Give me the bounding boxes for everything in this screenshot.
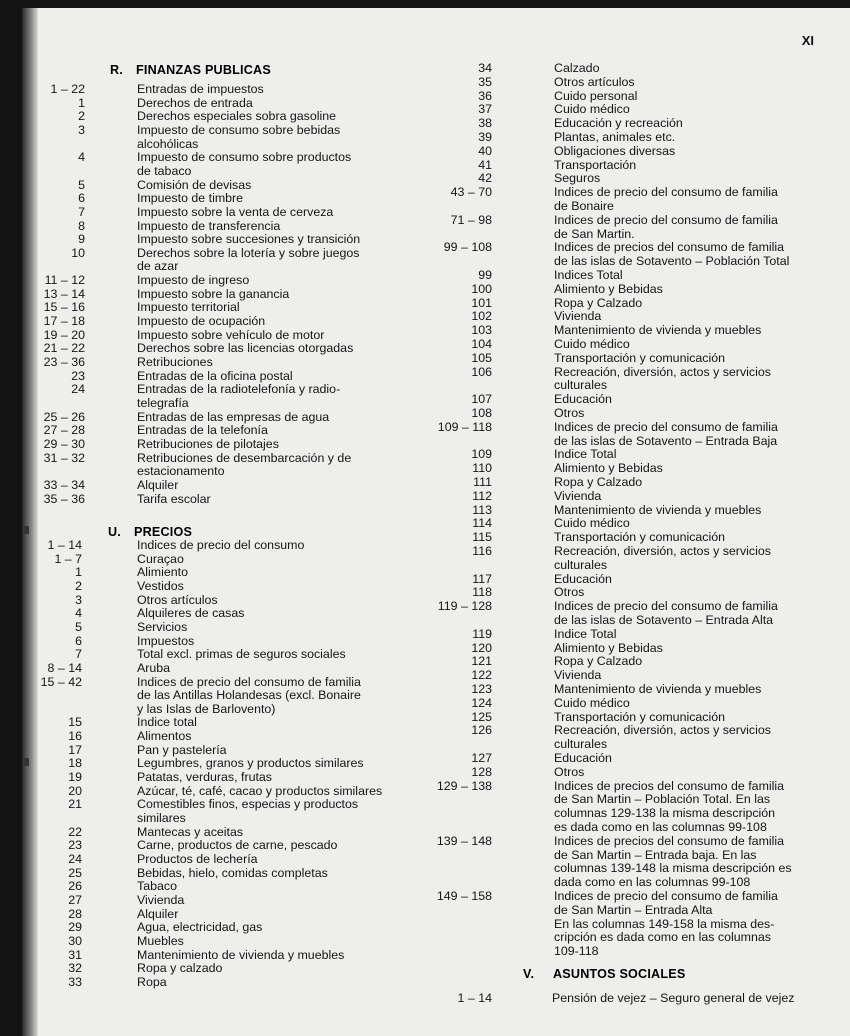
entry-number: 71 – 98 — [450, 212, 492, 227]
entry-number: 100 — [471, 281, 492, 296]
entry-label: Educación — [554, 751, 612, 765]
entry-number: 127 — [471, 751, 492, 765]
entry-label: Derechos sobre las licencias otorgadas — [137, 341, 354, 356]
entry-number: 1 – 7 — [54, 551, 82, 566]
entry-label: Muebles — [137, 933, 184, 948]
entry-number: 24 — [68, 851, 82, 866]
entry-number: 4 — [75, 606, 82, 621]
entry-label: Otros — [554, 585, 585, 600]
entry-label: Transportación y comunicación — [554, 530, 726, 545]
entry-label: Indices de precios del consumo de familia — [554, 833, 785, 848]
entry-label: Obligaciones diversas — [554, 143, 676, 158]
entry-label: Impuesto sobre succesiones y transición — [137, 232, 361, 247]
entry-number: 42 — [478, 171, 492, 186]
entry-number: 15 — [68, 715, 82, 730]
entry-label: Entradas de impuestos — [137, 82, 264, 96]
entry-number: 19 – 20 — [43, 327, 85, 342]
entry-number: 11 – 12 — [44, 273, 85, 288]
entry-number: 99 — [478, 268, 492, 282]
entry-number: 19 — [68, 770, 82, 785]
entry-label: Indices Total — [554, 268, 623, 282]
entry-label: Alimiento — [137, 565, 188, 580]
entry-label: Ropa y Calzado — [554, 475, 643, 489]
entry-label: alcohólicas — [137, 136, 199, 151]
entry-label: Tabaco — [137, 879, 177, 894]
entry-number: 2 — [78, 109, 85, 124]
entry-label: Transportación y comunicación — [554, 709, 726, 724]
entry-number: 2 — [75, 578, 82, 593]
entry-label: Entradas de la radiotelefonía y radio- — [137, 382, 341, 397]
entry-label: Impuesto de ocupación — [137, 314, 266, 329]
entry-label: es dada como en las columnas 99-108 — [554, 820, 767, 834]
entry-label: Indices de precio del consumo de familia — [554, 599, 778, 614]
entry-label: Pan y pastelería — [137, 742, 227, 757]
section-heading-r — [110, 63, 271, 77]
entry-label: Indices de precios del consumo de familia — [554, 778, 785, 793]
page-number: XI — [801, 33, 814, 48]
section-title: FINANZAS PUBLICAS — [136, 63, 271, 77]
entry-label: Transportación — [554, 157, 637, 172]
entry-label: Alimiento y Bebidas — [554, 281, 663, 296]
entry-number: 35 — [478, 74, 492, 89]
entry-label: Alquiler — [137, 906, 179, 921]
entry-label: de tabaco — [137, 163, 192, 178]
entry-number: 129 – 138 — [436, 778, 492, 793]
entry-number: 104 — [471, 337, 492, 351]
entry-number: 20 — [68, 783, 82, 798]
entry-number: 125 — [471, 709, 492, 724]
entry-number: 38 — [478, 116, 492, 131]
entry-number: 33 — [68, 974, 82, 989]
entry-label: Retribuciones de desembarcación y de — [137, 450, 352, 465]
entry-label: estacionamento — [137, 464, 225, 479]
entry-label: Mantenimiento de vivienda y muebles — [554, 323, 762, 338]
entry-number: 3 — [78, 122, 85, 137]
entry-label: Plantas, animales etc. — [554, 130, 676, 144]
entry-number: 119 – 128 — [437, 599, 492, 614]
entry-label: Agua, electricidad, gas — [137, 920, 263, 935]
entry-number: 118 — [472, 585, 492, 600]
entry-number: 39 — [478, 130, 492, 144]
entry-number: 6 — [75, 633, 82, 648]
entry-label: Indice Total — [554, 626, 617, 641]
entry-number: 5 — [78, 177, 85, 192]
entry-label: Cuido médico — [554, 337, 630, 351]
entry-number: 121 — [471, 654, 492, 669]
section-heading-v — [523, 967, 685, 981]
section-letter: R. — [110, 63, 123, 77]
entry-label: Cuido médico — [554, 516, 630, 531]
entry-label: 109-118 — [554, 944, 599, 959]
entry-number: 3 — [75, 592, 82, 607]
entry-label: Derechos de entrada — [137, 95, 253, 110]
entry-number: 27 – 28 — [43, 423, 85, 438]
entry-number: 22 — [68, 824, 82, 839]
entry-label: Recreación, diversión, actos y servicios — [554, 723, 771, 738]
entry-number: 109 – 118 — [437, 419, 492, 434]
document-page — [22, 8, 850, 1036]
entry-number: 18 — [68, 756, 82, 771]
entry-label: Mantenimiento de vivienda y muebles — [554, 682, 762, 696]
section-letter: U. — [108, 525, 121, 539]
binding-mark — [24, 526, 29, 534]
entry-number: 10 — [71, 245, 85, 260]
entry-label: Impuesto sobre vehículo de motor — [137, 327, 325, 342]
entry-label: Legumbres, granos y productos similares — [137, 756, 364, 771]
entry-number: 27 — [68, 892, 82, 907]
entry-number: 115 — [472, 530, 492, 545]
entry-number: 102 — [471, 309, 492, 324]
entry-label: Indice Total — [554, 447, 617, 462]
entry-number: 107 — [471, 392, 492, 407]
entry-label: Comestibles finos, especias y productos — [137, 797, 359, 812]
entry-label: y las Islas de Barlovento) — [137, 701, 276, 716]
entry-label: telegrafía — [137, 395, 189, 410]
entry-label: Comisión de devisas — [137, 177, 252, 192]
entry-number: 119 — [472, 626, 492, 641]
entry-label: Alimiento y Bebidas — [554, 461, 663, 476]
entry-number: 35 – 36 — [43, 491, 85, 506]
entry-label: similares — [137, 811, 186, 825]
entry-label: Alquiler — [137, 477, 179, 492]
entry-label: Recreación, diversión, actos y servicios — [554, 544, 771, 558]
entry-label: culturales — [554, 737, 608, 752]
entry-number: 21 – 22 — [43, 341, 85, 356]
entry-number: 30 — [68, 933, 82, 948]
entry-label: Impuesto de consumo sobre bebidas — [137, 122, 341, 137]
entry-number: 26 — [68, 879, 82, 894]
entry-label: Vivienda — [137, 892, 185, 907]
entry-label: columnas 129-138 la misma descripción — [554, 806, 776, 821]
entry-number: 13 – 14 — [43, 286, 85, 301]
entry-number: 25 – 26 — [43, 409, 85, 424]
section-heading-u — [108, 525, 192, 539]
entry-label: de las islas de Sotavento – Entrada Alta — [554, 613, 774, 627]
entry-label: Otros artículos — [137, 592, 218, 607]
entry-number: 32 — [68, 961, 82, 976]
entry-label: Total excl. primas de seguros sociales — [137, 647, 346, 662]
entry-label: Indices de precio del consumo — [137, 538, 305, 552]
entry-label: Vivienda — [554, 668, 602, 683]
entry-number: 114 — [472, 516, 492, 531]
entry-label: Productos de lechería — [137, 851, 258, 866]
entry-number: 31 — [68, 947, 82, 962]
entry-label: Mantenimiento de vivienda y muebles — [137, 947, 345, 962]
entry-label: Aruba — [137, 660, 171, 675]
entry-label: cripción es dada como en las columnas — [554, 930, 771, 945]
entry-label: de San Martin – Entrada baja. En las — [554, 847, 757, 862]
section-letter: V. — [523, 967, 535, 981]
entry-number: 1 — [75, 565, 82, 580]
entry-number: 9 — [78, 232, 85, 247]
entry-number: 16 — [68, 729, 82, 744]
entry-label: Indices de precio del consumo de familia — [137, 674, 361, 689]
entry-label: En las columnas 149-158 la misma des- — [554, 916, 775, 931]
entry-number: 15 – 42 — [40, 674, 82, 689]
entry-label: Seguros — [554, 171, 601, 186]
entry-label: Otros — [554, 764, 585, 779]
entry-label: Servicios — [137, 619, 188, 634]
entry-label: Mantenimiento de vivienda y muebles — [554, 502, 762, 517]
entry-label: Alquileres de casas — [137, 606, 245, 621]
entry-number: 112 — [472, 488, 492, 503]
entry-number: 109 — [471, 447, 492, 462]
entry-number: 23 – 36 — [43, 355, 85, 369]
entry-number: 34 — [478, 61, 492, 75]
entry-label: Indices de precio del consumo de familia — [554, 212, 778, 227]
entry-label: Entradas de la oficina postal — [137, 368, 293, 383]
entry-label: Calzado — [554, 61, 600, 75]
entry-number: 122 — [471, 668, 492, 683]
entry-label: Ropa y Calzado — [554, 654, 643, 669]
entry-label: culturales — [554, 557, 608, 572]
entry-label: Curaçao — [137, 551, 184, 566]
entry-label: culturales — [554, 378, 608, 393]
entry-label: de azar — [137, 259, 179, 274]
entry-label: Educación — [554, 392, 612, 407]
entry-label: Indices de precios del consumo de familia — [554, 240, 785, 255]
entry-label: Otros — [554, 406, 585, 420]
entry-label: Entradas de las empresas de agua — [137, 409, 330, 424]
entry-label: de las Antillas Holandesas (excl. Bonaire — [137, 688, 361, 703]
entry-label: Impuesto sobre la ganancia — [137, 286, 290, 301]
entry-number: 15 – 16 — [43, 300, 85, 315]
entry-number: 113 — [472, 502, 492, 517]
entry-number: 21 — [68, 797, 82, 812]
entry-number: 1 – 22 — [50, 82, 85, 96]
entry-label: Impuestos — [137, 633, 195, 648]
entry-number: 116 — [472, 544, 492, 558]
entry-label: Derechos sobre la lotería y sobre juegos — [137, 245, 360, 260]
entry-number: 108 — [471, 406, 492, 420]
entry-number: 120 — [471, 640, 492, 655]
entry-number: 8 – 14 — [47, 660, 82, 675]
entry-label: Bebidas, hielo, comidas completas — [137, 865, 328, 880]
entry-label: de San Martin – Entrada Alta — [554, 902, 713, 917]
entry-label: Indices de precio del consumo de familia — [554, 889, 778, 903]
entry-label: Patatas, verduras, frutas — [137, 770, 272, 785]
entry-label: Vivienda — [554, 309, 602, 324]
entry-label: Impuesto territorial — [137, 300, 240, 315]
entry-label: Transportación y comunicación — [554, 350, 726, 365]
entry-number: 23 — [68, 838, 82, 853]
entry-label: columnas 139-148 la misma descripción es — [554, 861, 792, 876]
entry-number: 126 — [471, 723, 492, 738]
entry-label: Impuesto de transferencia — [137, 218, 281, 233]
entry-label: de las islas de Sotavento – Población Total — [554, 254, 790, 269]
entry-number: 139 – 148 — [436, 833, 492, 848]
entry-number: 23 — [71, 368, 85, 383]
entry-label: de las islas de Sotavento – Entrada Baja — [554, 433, 778, 448]
entry-number: 149 – 158 — [436, 889, 492, 903]
entry-number: 17 — [68, 742, 82, 757]
entry-label: Educación — [554, 571, 612, 586]
entry-label: Vivienda — [554, 488, 602, 503]
entry-label: Retribuciones de pilotajes — [137, 436, 279, 451]
entry-number: 123 — [471, 682, 492, 696]
entry-number: 28 — [68, 906, 82, 921]
entry-label: Ropa — [137, 974, 167, 989]
entry-label: Impuesto sobre la venta de cerveza — [137, 204, 334, 219]
entry-label: Cuido médico — [554, 695, 630, 710]
section-title: PRECIOS — [134, 525, 193, 539]
entry-label: Pensión de vejez – Seguro general de vejez — [552, 991, 795, 1005]
entry-number: 17 – 18 — [43, 314, 85, 329]
entry-label: de San Martin – Población Total. En las — [554, 792, 771, 807]
entry-label: Impuesto de consumo sobre productos — [137, 150, 352, 165]
entry-label: Cuido médico — [554, 102, 630, 117]
entry-number: 4 — [78, 150, 85, 165]
entry-label: Azúcar, té, café, cacao y productos similares — [137, 783, 383, 798]
entry-label: Educación y recreación — [554, 116, 683, 131]
entry-label: Carne, productos de carne, pescado — [137, 838, 338, 853]
entry-label: dada como en las columnas 99-108 — [554, 875, 751, 890]
entry-label: Derechos especiales sobra gasoline — [137, 109, 337, 124]
entry-label: Tarifa escolar — [137, 491, 211, 506]
entry-number: 31 – 32 — [43, 450, 85, 465]
entry-number: 24 — [71, 382, 85, 397]
entry-number: 1 – 14 — [47, 538, 82, 552]
entry-label: de San Martin. — [554, 226, 635, 241]
entry-number: 105 — [471, 350, 492, 365]
entry-label: Cuido personal — [554, 88, 638, 103]
entry-label: Retribuciones — [137, 355, 213, 369]
entry-label: Impuesto de timbre — [137, 191, 244, 206]
entry-label: Mantecas y aceitas — [137, 824, 244, 839]
entry-label: Indice total — [137, 715, 197, 730]
entry-label: Impuesto de ingreso — [137, 273, 250, 288]
entry-number: 7 — [78, 204, 85, 219]
entry-number: 124 — [471, 695, 492, 710]
entry-label: Recreación, diversión, actos y servicios — [554, 364, 771, 379]
entry-label: Alimiento y Bebidas — [554, 640, 663, 655]
entry-label: Indices de precio del consumo de familia — [554, 185, 778, 200]
entry-label: Otros artículos — [554, 74, 635, 89]
entry-number: 40 — [478, 143, 492, 158]
entry-label: Entradas de la telefonía — [137, 423, 268, 438]
entry-number: 29 – 30 — [43, 436, 85, 451]
entry-number: 99 – 108 — [443, 240, 492, 255]
entry-number: 1 — [78, 95, 85, 110]
entry-label: Alimentos — [137, 729, 192, 744]
entry-label: de Bonaire — [554, 199, 614, 213]
entry-number: 6 — [78, 191, 85, 206]
entry-number: 110 — [472, 461, 492, 476]
entry-label: Vestidos — [137, 578, 184, 593]
entry-number: 43 – 70 — [450, 185, 492, 200]
entry-label: Ropa y Calzado — [554, 295, 643, 310]
entry-number: 117 — [472, 571, 492, 586]
entry-number: 33 – 34 — [43, 477, 85, 492]
entry-number: 25 — [68, 865, 82, 880]
entry-number: 106 — [471, 364, 492, 379]
entry-number: 1 – 14 — [457, 991, 492, 1005]
entry-number: 36 — [478, 88, 492, 103]
entry-number: 103 — [471, 323, 492, 338]
entry-label: Ropa y calzado — [137, 961, 223, 976]
entry-number: 7 — [75, 647, 82, 662]
entry-number: 5 — [75, 619, 82, 634]
entry-label: Indices de precio del consumo de familia — [554, 419, 778, 434]
entry-number: 41 — [478, 157, 492, 172]
entry-number: 29 — [68, 920, 82, 935]
entry-number: 37 — [478, 102, 492, 117]
section-title: ASUNTOS SOCIALES — [553, 967, 686, 981]
entry-number: 8 — [78, 218, 85, 233]
entry-number: 111 — [473, 475, 492, 489]
entry-number: 128 — [471, 764, 492, 779]
entry-number: 101 — [471, 295, 492, 310]
